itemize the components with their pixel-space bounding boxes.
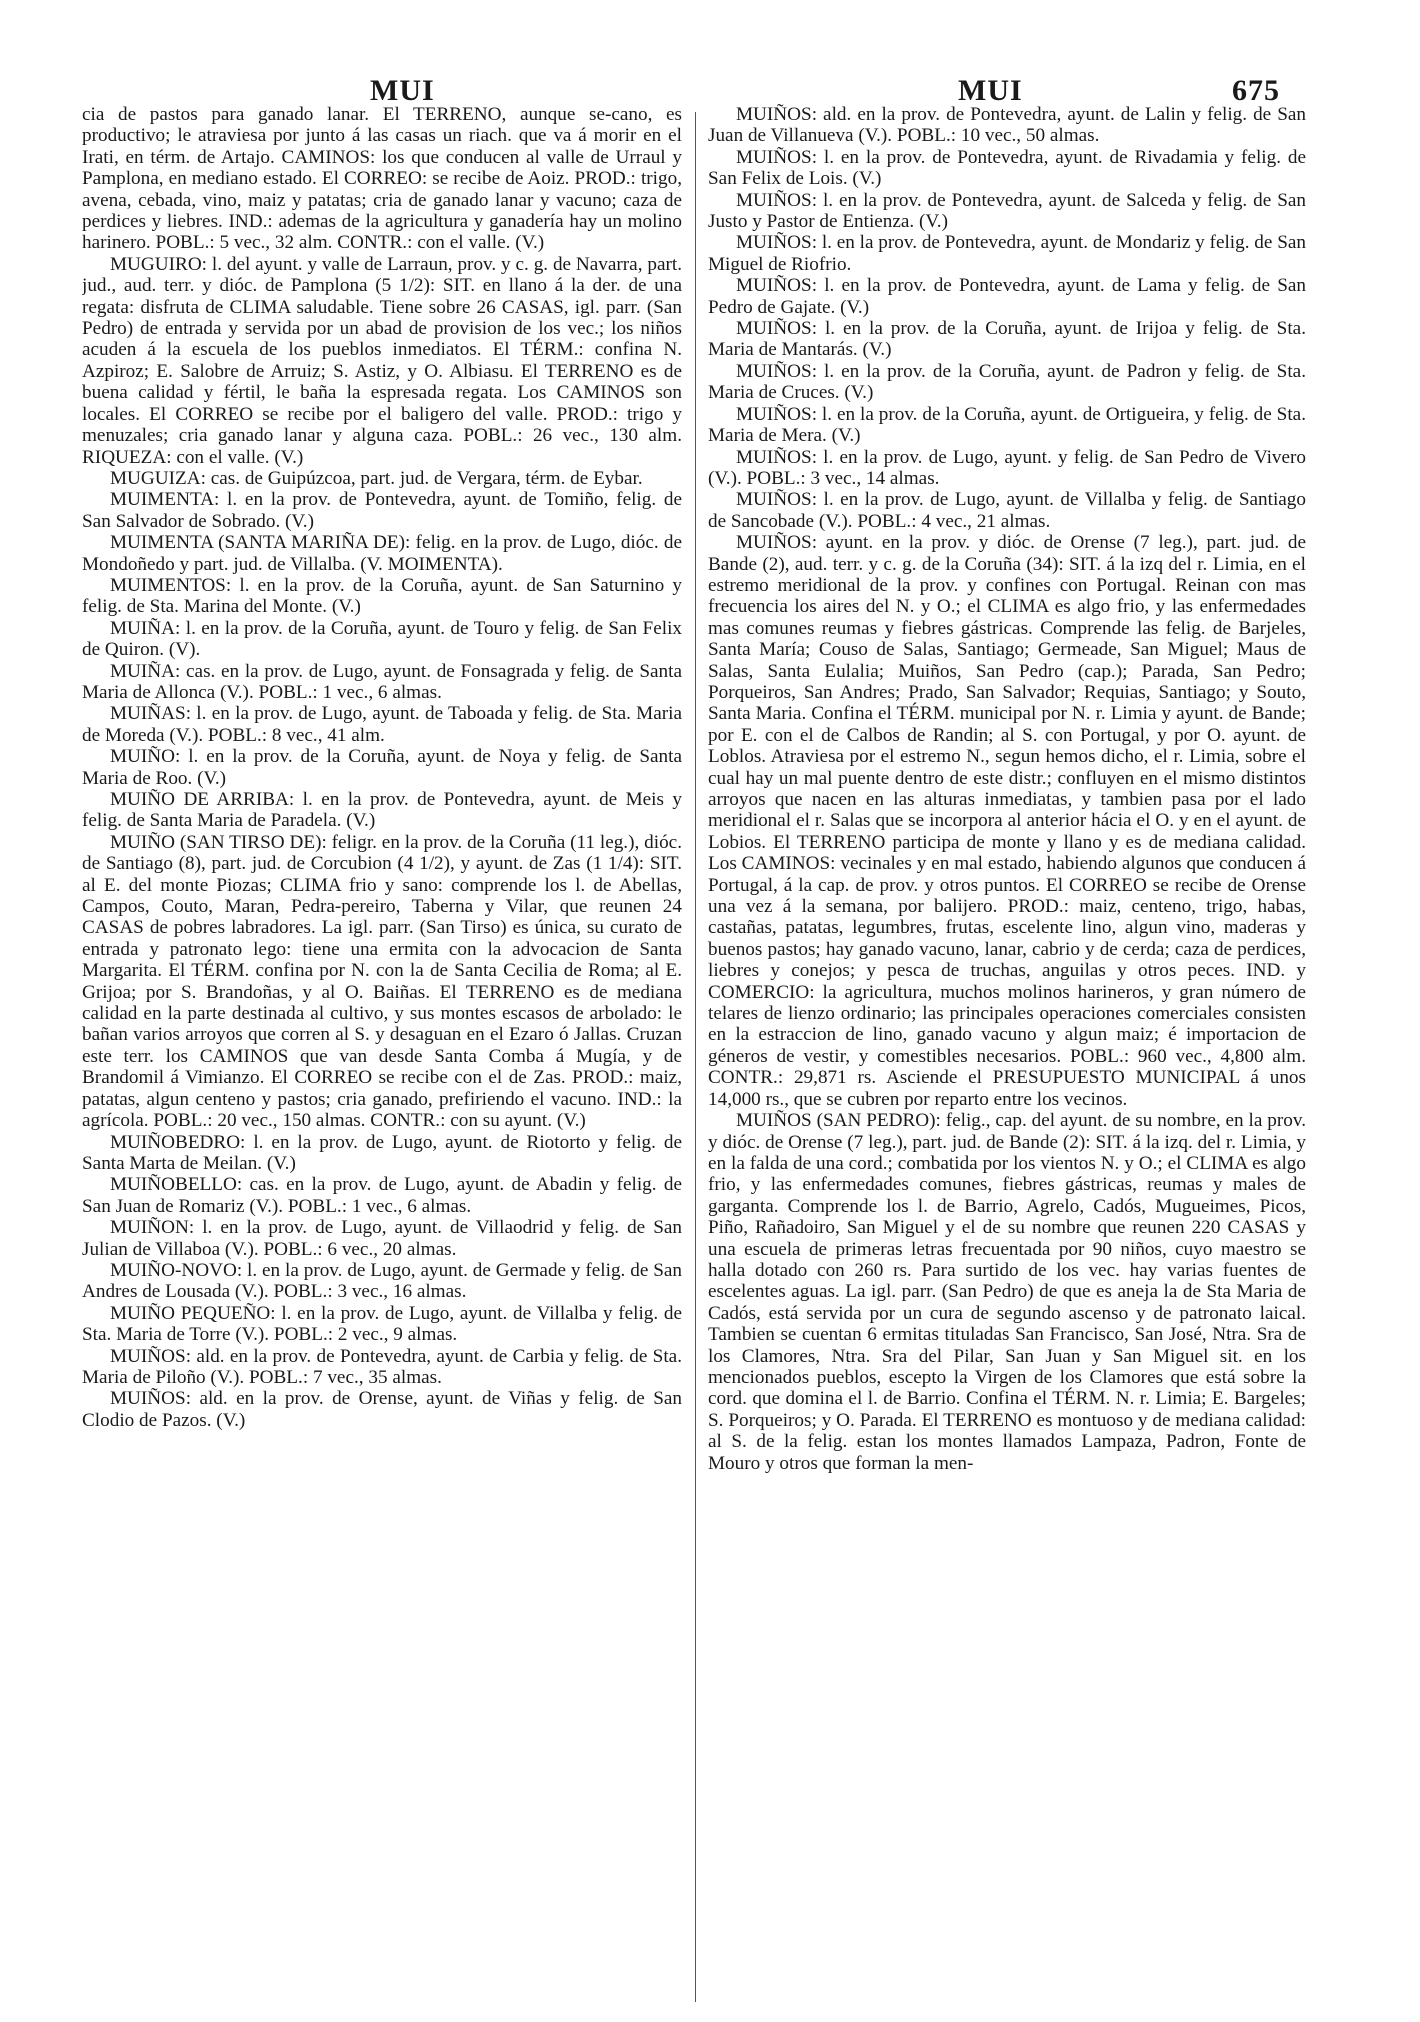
left-running-header: MUI <box>370 74 435 107</box>
entry-muinos-pontevedra-carbia: MUIÑOS: ald. en la prov. de Pontevedra, ayunt. de Carbia y felig. de Sta. Maria de Piloño (V.). POBL.: 7 vec., 35 almas. <box>82 1345 682 1388</box>
right-column <box>708 104 1306 2004</box>
entry-muimenta-santa-marina: MUIMENTA (SANTA MARIÑA DE): felig. en la prov. de Lugo, dióc. de Mondoñedo y part. jud. de Villalba. (V. MOIMENTA). <box>82 532 682 575</box>
column-divider <box>695 112 696 2002</box>
entry-muinos-vivero: MUIÑOS: l. en la prov. de Lugo, ayunt. y felig. de San Pedro de Vivero (V.). POBL.: 3 vec., 14 almas. <box>708 446 1306 489</box>
entry-muguiro: MUGUIRO: l. del ayunt. y valle de Larraun, prov. y c. g. de Navarra, part. jud., aud. terr. y dióc. de Pamplona (5 1/2): SIT. en llano á la der. de una regata: disfruta de CLIMA saludable. Tiene sobre 26 CASAS, igl. parr. (San Pedro) de entrada y servida por un abad de provision de los vec.; los niños acuden á la escuela de los pueblos inmediatos. El TÉRM.: confina N. Azpiroz; E. Salobre de Arruiz; S. Astiz, y O. Albiasu. El TERRENO es de buena calidad y fértil, le baña la espresada regata. Los CAMINOS son locales. El CORREO se recibe por el baligero del valle. PROD.: trigo y menuzales; cria ganado lanar y alguna caza. POBL.: 26 vec., 130 alm. RIQUEZA: con el valle. (V.) <box>82 253 682 468</box>
entry-muguiza: MUGUIZA: cas. de Guipúzcoa, part. jud. de Vergara, térm. de Eybar. <box>110 467 643 489</box>
entry-muina-lugo: MUIÑA: cas. en la prov. de Lugo, ayunt. de Fonsagrada y felig. de Santa Maria de Allonca (V.). POBL.: 1 vec., 6 almas. <box>82 660 682 703</box>
entry-muino-pequeno: MUIÑO PEQUEÑO: l. en la prov. de Lugo, ayunt. de Villalba y felig. de Sta. Maria de Torre (V.). POBL.: 2 vec., 9 almas. <box>82 1302 682 1346</box>
entry-muinobello: MUIÑOBELLO: cas. en la prov. de Lugo, ayunt. de Abadin y felig. de San Juan de Romariz (V.). POBL.: 1 vec., 6 almas. <box>82 1174 682 1217</box>
entry-muinos-padron: MUIÑOS: l. en la prov. de la Coruña, ayunt. de Padron y felig. de Sta. Maria de Cruces. (V.) <box>708 360 1306 404</box>
entry-muinos-lama: MUIÑOS: l. en la prov. de Pontevedra, ayunt. de Lama y felig. de San Pedro de Gajate. (V.) <box>708 275 1306 318</box>
entry-muinos-lalin: MUIÑOS: ald. en la prov. de Pontevedra, ayunt. de Lalin y felig. de San Juan de Villanueva (V.). POBL.: 10 vec., 50 almas. <box>708 104 1306 147</box>
entry-muinobedro: MUIÑOBEDRO: l. en la prov. de Lugo, ayunt. de Riotorto y felig. de Santa Marta de Meilan. (V.) <box>82 1131 682 1174</box>
right-running-header: MUI <box>958 74 1023 107</box>
entry-muinos-salceda: MUIÑOS: l. en la prov. de Pontevedra, ayunt. de Salceda y felig. de San Justo y Pastor de Entienza. (V.) <box>708 189 1306 233</box>
entry-muimentos: MUIMENTOS: l. en la prov. de la Coruña, ayunt. de San Saturnino y felig. de Sta. Marina del Monte. (V.) <box>82 574 682 618</box>
entry-muino: MUIÑO: l. en la prov. de la Coruña, ayunt. de Noya y felig. de Santa Maria de Roo. (V.) <box>82 746 682 789</box>
entry-muino-san-tirso: MUIÑO (SAN TIRSO DE): feligr. en la prov. de la Coruña (11 leg.), dióc. de Santiago (8), part. jud. de Corcubion (4 1/2), y ayunt. de Zas (1 1/4): SIT. al E. del monte Piozas; CLIMA frio y sano: comprende los l. de Abellas, Campos, Couto, Maran, Pedra-pereiro, Taberna y Vilar, que reunen 24 CASAS de pobres labradores. La igl. parr. (San Tirso) es única, su curato de entrada y patronato lego: tiene una ermita con la advocacion de Santa Margarita. El TÉRM. confina por N. con la de Santa Cecilia de Roma; al E. Grijoa; por S. Brandoñas, y al O. Baiñas. El TERRENO es de mediana calidad en la parte destinada al cultivo, y sus montes escasos de arbolado: le bañan varios arroyos que corren al S. y desaguan en el Ezaro ó Jallas. Cruzan este terr. los CAMINOS que van desde Santa Comba á Mugía, y de Brandomil á Vimianzo. El CORREO se recibe con el de Zas. PROD.: maiz, patatas, algun centeno y pastos; cria ganado, prefiriendo el vacuno. IND.: la agrícola. POBL.: 20 vec., 150 almas. CONTR.: con su ayunt. (V.) <box>82 831 682 1132</box>
entry-muinos-villalba: MUIÑOS: l. en la prov. de Lugo, ayunt. de Villalba y felig. de Santiago de Sancobade (V.). POBL.: 4 vec., 21 almas. <box>708 489 1306 532</box>
entry-continuation: cia de pastos para ganado lanar. El TERRENO, aunque se-cano, es productivo; le atraviesa por junto á las casas un riach. que va á morir en el Irati, en térm. de Artajo. CAMINOS: los que conducen al valle de Urraul y Pamplona, en mediano estado. El CORREO: se recibe de Aoiz. PROD.: trigo, avena, cebada, vino, maiz y patatas; cria de ganado lanar y vacuno; caza de perdices y liebres. IND.: ademas de la agricultura y ganadería hay un molino harinero. POBL.: 5 vec., 32 alm. CONTR.: con el valle. (V.) <box>82 104 682 254</box>
entry-muina-coruna: MUIÑA: l. en la prov. de la Coruña, ayunt. de Touro y felig. de San Felix de Quiron. (V). <box>82 617 682 661</box>
left-column <box>82 104 682 2004</box>
entry-muinas: MUIÑAS: l. en la prov. de Lugo, ayunt. de Taboada y felig. de Sta. Maria de Moreda (V.). POBL.: 8 vec., 41 alm. <box>82 703 682 746</box>
page-number: 675 <box>1232 74 1280 107</box>
entry-muinos-ayuntamiento: MUIÑOS: ayunt. en la prov. y dióc. de Orense (7 leg.), part. jud. de Bande (2), aud. terr. y c. g. de la Coruña (34): SIT. á la izq del r. Limia, en el estremo meridional de la prov. y confines con Portugal. Reinan con mas frecuencia los aires del N. y O.; el CLIMA es algo frio, y las enfermedades mas comunes reumas y fiebres gástricas. Comprende las felig. de Barjeles, Santa María; Couso de Salas, Santiago; Germeade, San Miguel; Maus de Salas, Santa Eulalia; Muiños, San Pedro (cap.); Parada, San Pedro; Porqueiros, San Andres; Prado, San Salvador; Requias, Santiago; y Souto, Santa Maria. Confina el TÉRM. municipal por N. r. Limia y ayunt. de Bande; por E. con el de Calbos de Randin; al S. con Portugal, y por O. ayunt. de Loblos. Atraviesa por el estremo N., segun hemos dicho, el r. Limia, sobre el cual hay un mal puente dentro de este distr.; confluyen en el mismo distintos arroyos que nacen en las alturas inmediatas, y tambien pasa por el lado meridional el r. Salas que se incorpora al anterior hácia el O. y en el ayunt. de Lobios. El TERRENO participa de monte y llano y es de mediana calidad. Los CAMINOS: vecinales y en mal estado, habiendo algunos que conducen á Portugal, á la cap. de prov. y otros puntos. El CORREO se recibe de Orense una vez á la semana, por balijero. PROD.: maiz, centeno, trigo, habas, castañas, patatas, legumbres, frutas, escelente lino, algun vino, maderas y buenos pastos; hay ganado vacuno, lanar, cabrio y de cerda; caza de perdices, liebres y conejos; y pesca de truchas, anguilas y otros peces. IND. y COMERCIO: la agricultura, muchos molinos harineros, y gran número de telares de lienzo ordinario; las principales operaciones comerciales consisten en la estraccion de lino, ganado vacuno y algun maiz; é importacion de géneros de vestir, y comestibles necesarios. POBL.: 960 vec., 4,800 alm. CONTR.: 29,871 rs. Asciende el PRESUPUESTO MUNICIPAL á unos 14,000 rs., que se cubren por reparto entre los vecinos. <box>708 532 1306 1110</box>
entry-muinos-mondariz: MUIÑOS: l. en la prov. de Pontevedra, ayunt. de Mondariz y felig. de San Miguel de Riofrio. <box>708 232 1306 275</box>
entry-muimenta: MUIMENTA: l. en la prov. de Pontevedra, ayunt. de Tomiño, felig. de San Salvador de Sobrado. (V.) <box>82 489 682 532</box>
entry-muinos-ortigueira: MUIÑOS: l. en la prov. de la Coruña, ayunt. de Ortigueira, y felig. de Sta. Maria de Mera. (V.) <box>708 403 1306 447</box>
entry-muinos-irijoa: MUIÑOS: l. en la prov. de la Coruña, ayunt. de Irijoa y felig. de Sta. Maria de Mantarás. (V.) <box>708 318 1306 361</box>
entry-muinos-rivadamia: MUIÑOS: l. en la prov. de Pontevedra, ayunt. de Rivadamia y felig. de San Felix de Lois. (V.) <box>708 146 1306 190</box>
entry-muinon: MUIÑON: l. en la prov. de Lugo, ayunt. de Villaodrid y felig. de San Julian de Villaboa (V.). POBL.: 6 vec., 20 almas. <box>82 1217 682 1260</box>
entry-muinos-san-pedro: MUIÑOS (SAN PEDRO): felig., cap. del ayunt. de su nombre, en la prov. y dióc. de Orense (7 leg.), part. jud. de Bande (2): SIT. á la izq. del r. Limia, y en la falda de una cord.; combatida por los vientos N. y O.; el CLIMA es algo frio, y las enfermedades comunes, fiebres gástricas, reumas y males de garganta. Comprende los l. de Barrio, Agrelo, Cadós, Mugueimes, Picos, Piño, Rañadoiro, San Miguel y el de su nombre que reunen 220 CASAS y una escuela de primeras letras frecuentada por 90 niños, cuyo maestro se halla dotado con 260 rs. Para surtido de los vec. hay varias fuentes de escelentes aguas. La igl. parr. (San Pedro) de que es aneja la de Sta Maria de Cadós, está servida por un cura de segundo ascenso y de patronato laical. Tambien se cuentan 6 ermitas tituladas San Francisco, San José, Ntra. Sra de los Clamores, Ntra. Sra del Pilar, San Juan y San Miguel sit. en los mencionados pueblos, escepto la Virgen de los Clamores que está sobre la cord. que domina el l. de Barrio. Confina el TÉRM. N. r. Limia; E. Bargeles; S. Porqueiros; y O. Parada. El TERRENO es montuoso y de mediana calidad: al S. de la felig. estan los montes llamados Lampaza, Padron, Fonte de Mouro y otros que forman la men- <box>708 1110 1306 1474</box>
entry-muino-de-arriba: MUIÑO DE ARRIBA: l. en la prov. de Pontevedra, ayunt. de Meis y felig. de Santa Maria de Paradela. (V.) <box>82 789 682 832</box>
entry-muinos-orense-vinas: MUIÑOS: ald. en la prov. de Orense, ayunt. de Viñas y felig. de San Clodio de Pazos. (V.) <box>82 1388 682 1431</box>
entry-muino-novo: MUIÑO-NOVO: l. en la prov. de Lugo, ayunt. de Germade y felig. de San Andres de Lousada (V.). POBL.: 3 vec., 16 almas. <box>82 1259 682 1303</box>
